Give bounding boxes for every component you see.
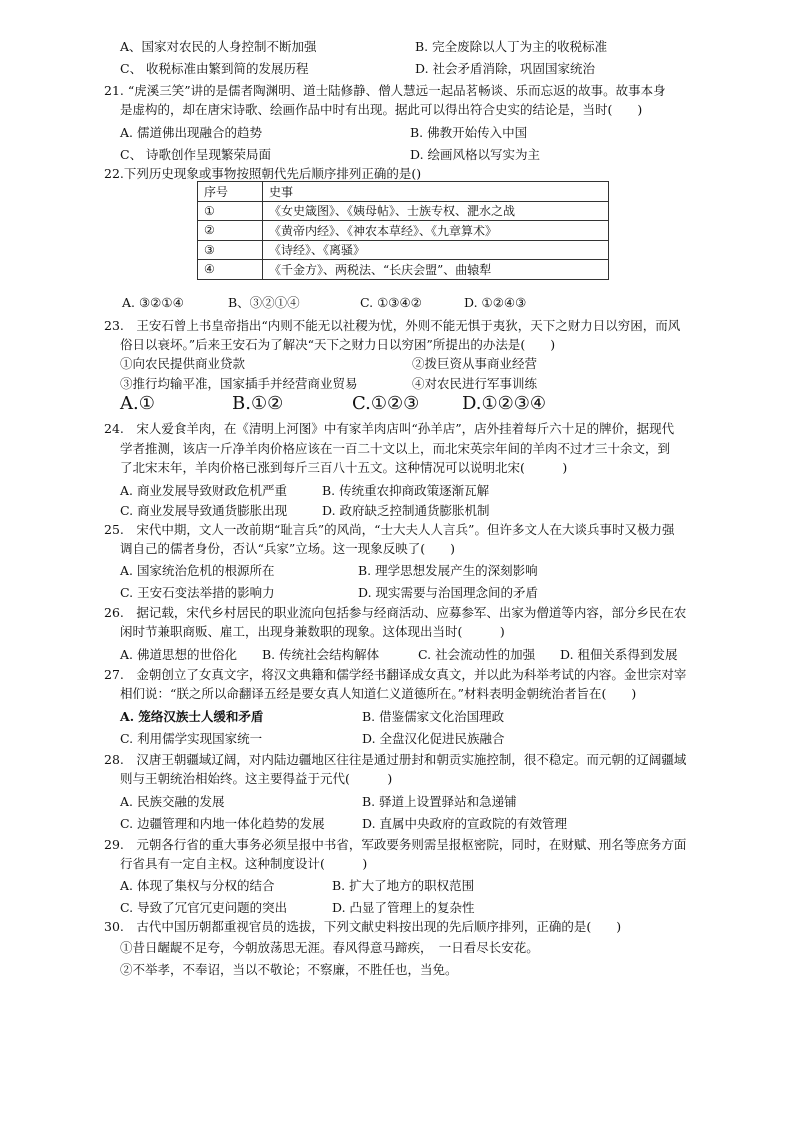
- q29-stem-line2: 行省具有一定自主权。这种制度设计( ): [120, 856, 368, 871]
- q28-option-d: D. 直属中央政府的宣政院的有效管理: [362, 816, 568, 831]
- q27-option-b: B. 借鉴儒家文化治国理政: [362, 709, 505, 724]
- q28-stem-line2: 则与王朝统治相始终。这主要得益于元代( ): [120, 771, 393, 786]
- q29-stem-line1: 29. 元朝各行省的重大事务必须呈报中书省，军政要务则需呈报枢密院，同时，在财赋、刑名等庶务方面: [104, 837, 687, 852]
- q23-option-c: C.①②③: [352, 393, 420, 414]
- q24-option-b: B. 传统重农抑商政策逐渐瓦解: [322, 483, 490, 498]
- q20-option-a: A、国家对农民的人身控制不断加强: [120, 39, 317, 54]
- q22-stem: 22.下列历史现象或事物按照朝代先后顺序排列正确的是(): [104, 166, 422, 181]
- q23-option-d: D.①②③④: [462, 393, 547, 414]
- table-header-row: [198, 182, 609, 202]
- q24-option-d: D. 政府缺乏控制通货膨胀机制: [322, 503, 490, 518]
- row-no: ②: [198, 221, 263, 241]
- table-row: [198, 201, 609, 221]
- q21-stem-line2: 是虚构的，却在唐宋诗歌、绘画作品中时有出现。据此可以得出符合史实的结论是，当时( ): [120, 102, 643, 117]
- table-row: [198, 221, 609, 241]
- q30-stem: 30. 古代中国历朝都重视官员的选拔，下列文献史料按出现的先后顺序排列，正确的是( ): [104, 919, 622, 934]
- q23-option-a: A.①: [120, 393, 155, 414]
- q21-option-a: A. 儒道佛出现融合的趋势: [120, 125, 262, 140]
- row-event: 《诗经》、《离骚》: [263, 240, 609, 260]
- q27-option-c: C. 利用儒学实现国家统一: [120, 731, 263, 746]
- q23-item-3: ③推行均输平准，国家插手并经营商业贸易: [120, 376, 358, 391]
- q25-option-c: C. 王安石变法举措的影响力: [120, 585, 275, 600]
- q24-stem-line3: 了北宋末年，羊肉价格已涨到每斤三百八十五文。这种情况可以说明北宋( ): [120, 460, 568, 475]
- q25-stem-line1: 25. 宋代中期，文人一改前期“耻言兵”的风尚，“士大夫人人言兵”。但许多文人在大谈兵事时又极力强: [104, 522, 675, 537]
- q22-option-a: A. ③②①④: [122, 295, 184, 310]
- row-no: ③: [198, 240, 263, 260]
- q23-stem-line1: 23. 王安石曾上书皇帝指出“内则不能无以社稷为忧，外则不能无惧于夷狄，天下之财力日以穷困，而风: [104, 318, 681, 333]
- q25-option-a: A. 国家统治危机的根源所在: [120, 563, 275, 578]
- q25-option-d: D. 现实需要与治国理念间的矛盾: [358, 585, 539, 600]
- q22-option-b: B、③②①④: [228, 295, 300, 310]
- q20-option-c: C、 收税标准由繁到简的发展历程: [120, 61, 309, 76]
- q27-option-a: A. 笼络汉族士人缓和矛盾: [120, 709, 264, 724]
- row-event: 《千金方》、两税法、“长庆会盟”、曲辕犁: [263, 260, 609, 280]
- q29-option-d: D. 凸显了管理上的复杂性: [332, 900, 475, 915]
- header-no: 序号: [198, 182, 263, 202]
- q28-option-a: A. 民族交融的发展: [120, 794, 225, 809]
- q27-stem-line1: 27. 金朝创立了女真文字，将汉文典籍和儒学经书翻译成女真文，并以此为科举考试的内容。金世宗对宰: [104, 667, 687, 682]
- row-event: 《黄帝内经》、《神农本草经》、《九章算术》: [263, 221, 609, 241]
- q21-option-c: C、 诗歌创作呈现繁荣局面: [120, 147, 272, 162]
- q23-item-2: ②拨巨资从事商业经营: [412, 356, 538, 371]
- table-row: [198, 260, 609, 280]
- row-event: 《女史箴图》、《姨母帖》、士族专权、淝水之战: [263, 201, 609, 221]
- q29-option-b: B. 扩大了地方的职权范围: [332, 878, 475, 893]
- q21-stem-line1: 21. “虎溪三笑”讲的是儒者陶渊明、道士陆修静、僧人慧远一起品茗畅谈、乐而忘返的故事。故事本身: [104, 83, 666, 98]
- q28-option-c: C. 边疆管理和内地一体化趋势的发展: [120, 816, 325, 831]
- q22-option-d: D. ①②④③: [464, 295, 527, 310]
- q24-option-a: A. 商业发展导致财政危机严重: [120, 483, 287, 498]
- q30-item-1: ①昔日龌龊不足夸，今朝放荡思无涯。春风得意马蹄疾， 一日看尽长安花。: [120, 940, 539, 955]
- row-no: ④: [198, 260, 263, 280]
- q26-option-b: B. 传统社会结构解体: [262, 647, 380, 662]
- q23-item-1: ①向农民提供商业贷款: [120, 356, 246, 371]
- q25-option-b: B. 理学思想发展产生的深刻影响: [358, 563, 538, 578]
- q22-history-table: [197, 181, 609, 280]
- q25-stem-line2: 调自己的儒者身份，否认“兵家”立场。这一现象反映了( ): [120, 541, 456, 556]
- q28-option-b: B. 驿道上设置驿站和急递铺: [362, 794, 517, 809]
- q23-stem-line2: 俗日以衰坏。”后来王安石为了解决“天下之财力日以穷困”所提出的办法是( ): [120, 337, 556, 352]
- q27-stem-line2: 相们说：“朕之所以命翻译五经是要女真人知道仁义道德所在。”材料表明金朝统治者旨在( ): [120, 686, 637, 701]
- q27-option-d: D. 全盘汉化促进民族融合: [362, 731, 505, 746]
- q24-stem-line2: 学者推测，该店一斤净羊肉价格应该在一百二十文以上，而北宋英宗年间的羊肉不过才三十余文，到: [120, 441, 671, 456]
- q26-option-c: C. 社会流动性的加强: [418, 647, 536, 662]
- q29-option-c: C. 导致了冗官冗吏问题的突出: [120, 900, 288, 915]
- q22-option-c: C. ①③④②: [360, 295, 422, 310]
- q26-stem-line2: 闲时节兼职商贩、雇工，出现身兼数职的现象。这体现出当时( ): [120, 624, 505, 639]
- q24-stem-line1: 24. 宋人爱食羊肉，在《清明上河图》中有家羊肉店叫“孙羊店”，店外挂着每斤六十足的牌价，据现代: [104, 421, 675, 436]
- q26-option-d: D. 租佃关系得到发展: [560, 647, 678, 662]
- q24-option-c: C. 商业发展导致通货膨胀出现: [120, 503, 288, 518]
- q28-stem-line1: 28. 汉唐王朝疆域辽阔，对内陆边疆地区往往是通过册封和朝贡实施控制，很不稳定。而元朝的辽阔疆域: [104, 752, 687, 767]
- q20-option-d: D. 社会矛盾消除，巩固国家统治: [415, 61, 596, 76]
- header-event: 史事: [263, 182, 609, 202]
- q30-item-2: ②不举孝，不奉诏，当以不敬论；不察廉，不胜任也，当免。: [120, 962, 458, 977]
- table-row: [198, 240, 609, 260]
- q20-option-b: B. 完全废除以人丁为主的收税标准: [415, 39, 608, 54]
- q29-option-a: A. 体现了集权与分权的结合: [120, 878, 275, 893]
- q26-stem-line1: 26. 据记载，宋代乡村居民的职业流向包括参与经商活动、应募参军、出家为僧道等内容，部分乡民在农: [104, 605, 687, 620]
- q23-item-4: ④对农民进行军事训练: [412, 376, 538, 391]
- q26-option-a: A. 佛道思想的世俗化: [120, 647, 237, 662]
- row-no: ①: [198, 201, 263, 221]
- q23-option-b: B.①②: [232, 393, 284, 414]
- q21-option-d: D. 绘画风格以写实为主: [410, 147, 541, 162]
- q21-option-b: B. 佛教开始传入中国: [410, 125, 528, 140]
